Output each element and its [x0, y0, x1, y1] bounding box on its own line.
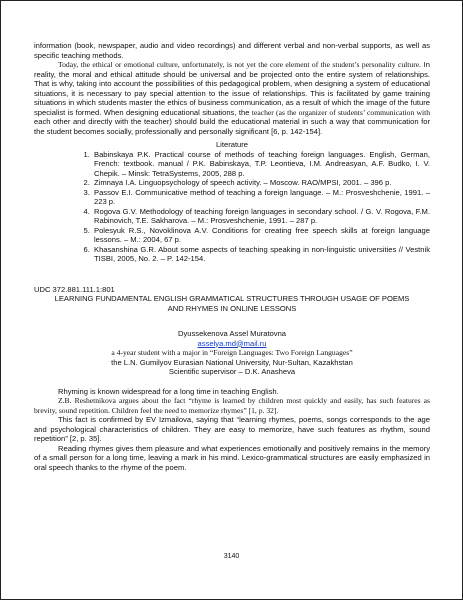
article-paragraph: This fact is confirmed by EV Izmailova, saying that “learning rhymes, poems, songs corresponds to the age and psychological characteristics of children. They are easy to memorize, have such features as rhythm, sound repetition” [2, p. 35].: [34, 415, 430, 443]
text-segment: In reality, the moral and ethical attitude should be universal and be projected onto the entire system of relationships. That is why, taking into account the possibilities of this pedagogical problem, when designing a system of educational situations, it is necessary to pay special attention to the issue of relationships. This is facilitated by game training situations in which students master the ethics of business communication, as a result of which the image of the future specialist is formed. When designing educational situations, the: [34, 60, 430, 117]
literature-item: 1. Babinskaya P.K. Practical course of methods of teaching foreign languages. English, German, French: textbook. manual / P.K. Babinskaya, T.P. Leontieva, I.M. Andreasyan, A.F. Budko, I. V. Chepik. – Minsk: TetraSystems, 2005, 288 p.: [92, 150, 430, 179]
article-title: LEARNING FUNDAMENTAL ENGLISH GRAMMATICAL STRUCTURES THROUGH USAGE OF POEMS AND RHYMES IN ONLINE LESSONS: [54, 294, 410, 313]
literature-item: 5. Polesyuk R.S., Novoklinova A.V. Conditions for creating free speech skills at foreign language lessons. – M.: 2004, 67 p.: [92, 226, 430, 245]
author-name: Dyussekenova Assel Muratovna: [177, 329, 287, 338]
article-paragraph: Reading rhymes gives them pleasure and what experiences emotionally and positively remains in the memory of a small person for a long time, leaving a mark in his mind. Lexico-grammatical structures are easily emphasized in oral speech thanks to the rhyme of the poem.: [34, 443, 430, 472]
paragraph-ethical-culture: [34, 60, 430, 136]
serif-text-segment: Today, the ethical or emotional culture, unfortunately, is not yet the core element of the student’s personality culture.: [58, 60, 421, 69]
udc-code: UDC 372.881.111.1:801: [34, 284, 115, 294]
author-email-line: [34, 339, 430, 349]
literature-item: 3. Passov E.I. Communicative method of teaching a foreign language. – M.: Prosveshchenie, 1991. – 223 p.: [92, 188, 430, 207]
author-affiliation-major: a 4-year student with a major in “Foreign Languages: Two Foreign Languages”: [111, 348, 353, 357]
article-paragraph-quote: Z.B. Reshetnikova argues about the fact “rhyme is learned by children most quickly and easily, has such features as brevity, sound repetition. Children feel the need to memorize rhymes” [1, p. 32].: [34, 396, 430, 415]
literature-heading: Literature: [215, 140, 249, 149]
serif-text-segment-teacher: teacher (as the organizer of students’ communication with: [251, 107, 430, 117]
page-content: [34, 41, 430, 472]
literature-item: 6. Khasanshina G.R. About some aspects of teaching speaking in non-linguistic universities // Vestnik TISBI, 2005, No. 2. – P. 142-154.: [92, 245, 430, 264]
paragraph-continuation: information (book, newspaper, audio and video recordings) and different verbal and non-verbal supports, as well as specific teaching methods.: [34, 41, 430, 60]
page-number: 3140: [223, 553, 240, 560]
literature-item: 2. Zimnaya I.A. Linguopsychology of speech activity. – Moscow. RAO/MPSI, 2001. – 396 p.: [92, 178, 430, 188]
scientific-supervisor: Scientific supervisor – D.K. Anasheva: [168, 367, 296, 376]
text-segment-end: each other and directly with the teacher) should build the educational material in such a way that communication for the student becomes socially, professionally and personally significant [6, p. 142-154].: [34, 117, 430, 136]
literature-item: 4. Rogova G.V. Methodology of teaching foreign languages in secondary school. / G. V. Rogova, F.M. Rabinovich, T.E. Sakharova. – M.: Prosveshchenie, 1991. – 287 p.: [92, 207, 430, 226]
literature-list: [34, 150, 430, 264]
author-email-link[interactable]: asselya.md@mail.ru: [197, 338, 267, 348]
article-paragraph: Rhyming is known widespread for a long time in teaching English.: [58, 386, 279, 396]
author-affiliation-university: the L.N. Gumilyov Eurasian National University, Nur-Sultan, Kazakhstan: [111, 357, 353, 367]
